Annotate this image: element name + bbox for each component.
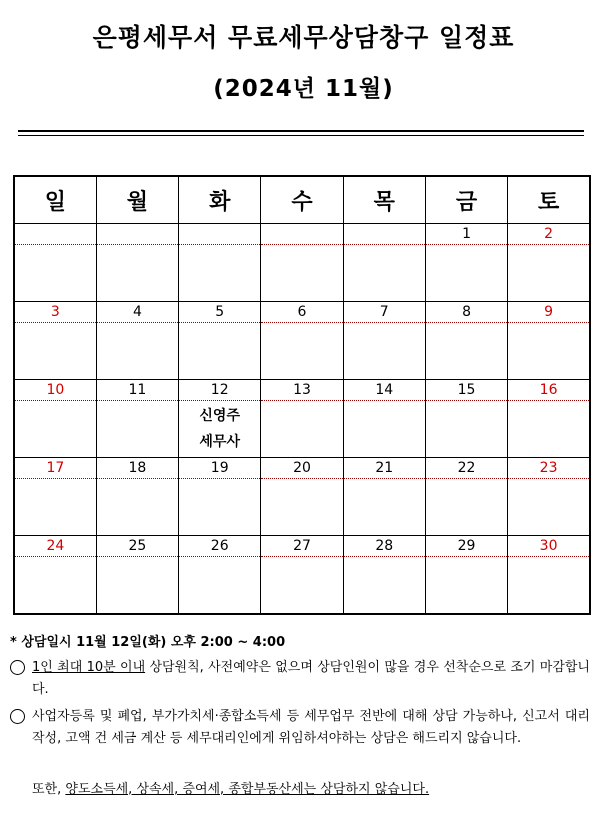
schedule-note: * 상담일시 11월 12일(화) 오후 2:00 ~ 4:00 [10, 635, 286, 650]
day-cell [96, 245, 178, 302]
day-cell [425, 479, 507, 536]
rule-item-1 [10, 657, 590, 701]
day-number: 4 [96, 302, 178, 323]
day-cell [425, 323, 507, 380]
day-cell [14, 323, 96, 380]
consultant-name: 신영주 [199, 408, 240, 424]
week-date-row [14, 536, 590, 557]
day-number: 21 [343, 458, 425, 479]
day-number: 15 [425, 380, 507, 401]
calendar-table [13, 175, 591, 615]
weekday-wed: 수 [261, 176, 343, 224]
day-cell [425, 245, 507, 302]
title-divider-thin [18, 135, 584, 136]
day-cell [508, 323, 590, 380]
day-cell [261, 479, 343, 536]
day-cell [508, 479, 590, 536]
title-divider [18, 130, 584, 132]
day-number: 14 [343, 380, 425, 401]
day-cell [179, 557, 261, 615]
week-content-row [14, 479, 590, 536]
weekday-thu: 목 [343, 176, 425, 224]
day-number: 1 [425, 224, 507, 245]
calendar-body [14, 224, 590, 615]
rule-item-1-rest: 상담원칙, 사전예약은 없으며 상담인원이 많을 경우 선착순으로 조기 마감합니다. [32, 660, 590, 697]
day-cell [343, 401, 425, 458]
day-cell [96, 479, 178, 536]
day-cell [425, 401, 507, 458]
day-number: 11 [96, 380, 178, 401]
day-cell [343, 245, 425, 302]
page-title: 은평세무서 무료세무상담창구 일정표 [92, 23, 515, 52]
day-number: 20 [261, 458, 343, 479]
day-number: 29 [425, 536, 507, 557]
week-date-row [14, 458, 590, 479]
day-cell [179, 401, 261, 458]
excluded-taxes-list: 양도소득세, 상속세, 증여세, 종합부동산세는 상담하지 않습니다. [65, 782, 430, 797]
excluded-taxes-note [32, 778, 429, 797]
day-cell [261, 557, 343, 615]
day-number: 17 [14, 458, 96, 479]
day-number: 12 [179, 380, 261, 401]
week-date-row [14, 380, 590, 401]
day-number: 13 [261, 380, 343, 401]
day-number: 10 [14, 380, 96, 401]
day-number [14, 224, 96, 245]
day-number: 19 [179, 458, 261, 479]
day-number: 6 [261, 302, 343, 323]
day-number: 16 [508, 380, 590, 401]
day-number [343, 224, 425, 245]
day-cell [343, 557, 425, 615]
day-cell [261, 401, 343, 458]
weekday-fri: 금 [425, 176, 507, 224]
day-cell [96, 557, 178, 615]
week-content-row [14, 323, 590, 380]
day-number: 8 [425, 302, 507, 323]
weekday-mon: 월 [96, 176, 178, 224]
day-cell [261, 245, 343, 302]
day-cell [96, 401, 178, 458]
day-number: 2 [508, 224, 590, 245]
weekday-sun: 일 [14, 176, 96, 224]
day-number: 26 [179, 536, 261, 557]
day-cell [14, 245, 96, 302]
week-date-row [14, 224, 590, 245]
day-cell [14, 479, 96, 536]
day-number: 18 [96, 458, 178, 479]
day-cell [179, 479, 261, 536]
day-number: 3 [14, 302, 96, 323]
day-number: 30 [508, 536, 590, 557]
day-cell [14, 557, 96, 615]
consultant-title: 세무사 [199, 434, 240, 450]
day-number: 23 [508, 458, 590, 479]
day-cell [508, 557, 590, 615]
week-content-row [14, 401, 590, 458]
day-cell [425, 557, 507, 615]
day-cell [96, 323, 178, 380]
week-content-row [14, 557, 590, 615]
weekday-sat: 토 [508, 176, 590, 224]
day-number: 27 [261, 536, 343, 557]
week-date-row [14, 302, 590, 323]
day-number: 22 [425, 458, 507, 479]
rule-item-2-text: 사업자등록 및 폐업, 부가가치세·종합소득세 등 세무업무 전반에 대해 상담 가능하나, 신고서 대리작성, 고액 건 세금 계산 등 세무대리인에게 위임하셔야하는 상담은 해드리지 않습니다. [32, 709, 590, 746]
day-number: 28 [343, 536, 425, 557]
day-number [261, 224, 343, 245]
day-number: 24 [14, 536, 96, 557]
day-number: 5 [179, 302, 261, 323]
day-cell [343, 323, 425, 380]
day-cell [179, 323, 261, 380]
day-cell [508, 401, 590, 458]
excluded-taxes-prefix: 또한, [32, 782, 66, 797]
day-cell [508, 245, 590, 302]
week-content-row [14, 245, 590, 302]
rule-item-2 [10, 706, 590, 750]
day-cell [343, 479, 425, 536]
day-cell [14, 401, 96, 458]
rule-item-1-text [32, 657, 590, 701]
day-number: 25 [96, 536, 178, 557]
rule-item-1-underlined: 1인 최대 10분 이내 [32, 660, 146, 675]
day-number: 7 [343, 302, 425, 323]
day-number [96, 224, 178, 245]
day-number [179, 224, 261, 245]
day-cell [179, 245, 261, 302]
weekday-header-row [14, 176, 590, 224]
day-number: 9 [508, 302, 590, 323]
weekday-tue: 화 [179, 176, 261, 224]
circle-bullet-icon [10, 709, 25, 724]
day-cell [261, 323, 343, 380]
circle-bullet-icon [10, 660, 25, 675]
page-subtitle: (2024년 11월) [213, 76, 394, 102]
